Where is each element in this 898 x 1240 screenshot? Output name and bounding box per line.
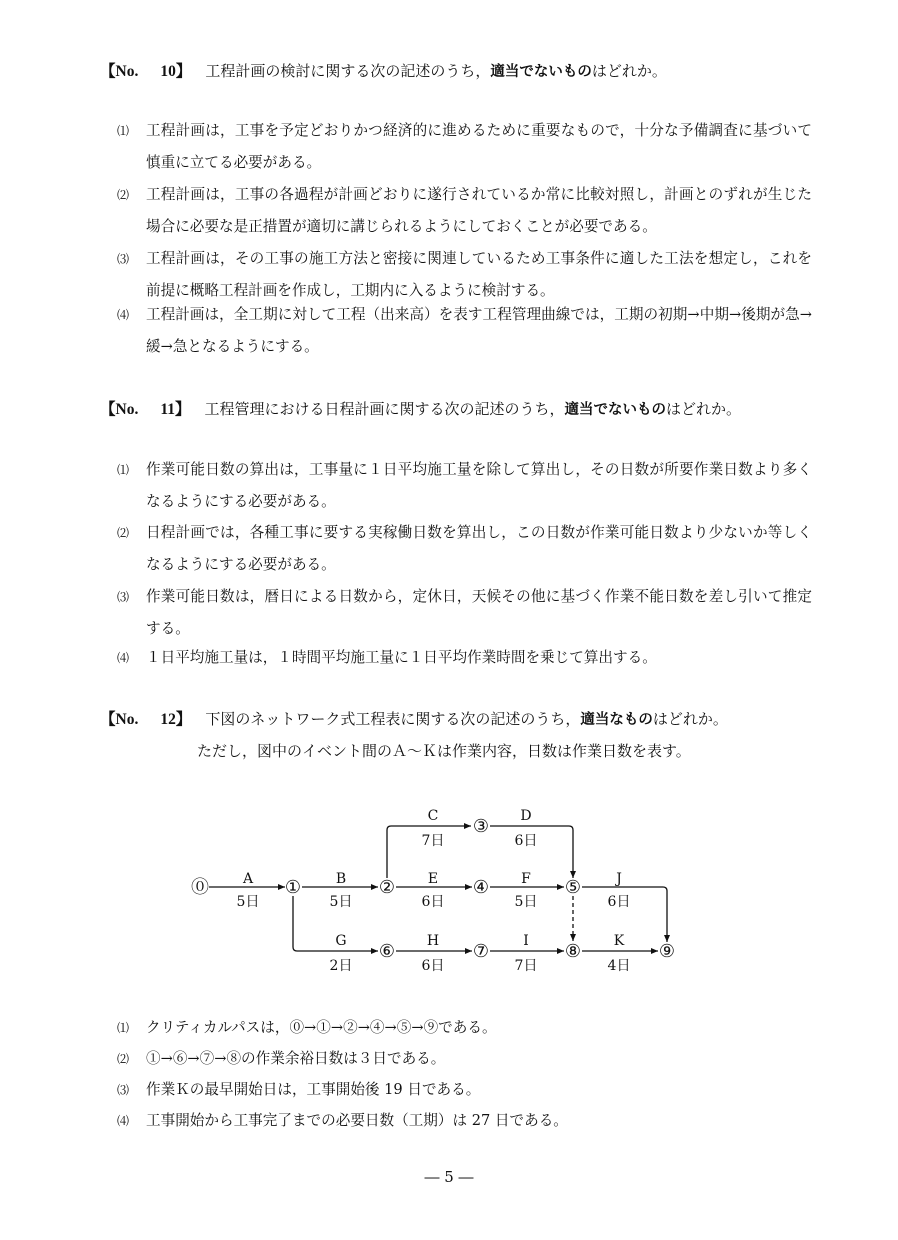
q12-option-1: ⑴ クリティカルパスは，⓪→①→②→④→⑤→⑨である。 xyxy=(117,1019,497,1036)
activity-K-name: K xyxy=(613,933,625,949)
node-5: ⑤ xyxy=(564,877,582,898)
activity-B-name: B xyxy=(335,871,347,887)
activity-A-name: A xyxy=(242,871,254,887)
activity-H-days: 6日 xyxy=(421,958,445,974)
q12-option-2: ⑵ ①→⑥→⑦→⑧の作業余裕日数は３日である。 xyxy=(117,1050,446,1067)
question-number: 【No. 12】 xyxy=(100,711,192,728)
activity-F-days: 5日 xyxy=(514,894,538,910)
activity-J-name: J xyxy=(616,871,622,887)
activity-D-days: 6日 xyxy=(514,833,538,849)
node-8: ⑧ xyxy=(564,941,582,962)
activity-A-days: 5日 xyxy=(236,894,260,910)
q10-option-4: ⑷ 工程計画は，全工期に対して工程（出来高）を表す工程管理曲線では，工期の初期→中期→後期が急→緩→急となるようにする。 xyxy=(117,306,812,355)
q11-option-2: ⑵ 日程計画では，各種工事に要する実稼働日数を算出し，この日数が作業可能日数より少ないか等しくなるようにする必要がある。 xyxy=(117,524,812,573)
activity-K-days: 4日 xyxy=(607,958,631,974)
question-10-header xyxy=(100,60,667,83)
question-number: 【No. 10】 xyxy=(100,63,192,80)
question-11-header xyxy=(100,398,741,421)
node-4: ④ xyxy=(472,877,490,898)
q12-option-3: ⑶ 作業Ｋの最早開始日は，工事開始後 19 日である。 xyxy=(117,1081,481,1098)
question-12-header xyxy=(100,708,728,731)
q10-option-3: ⑶ 工程計画は，その工事の施工方法と密接に関連しているため工事条件に適した工法を想定し，これを前提に概略工程計画を作成し，工期内に入るように検討する。 xyxy=(117,250,812,299)
q10-option-2: ⑵ 工程計画は，工事の各過程が計画どおりに遂行されているか常に比較対照し，計画とのずれが生じた場合に必要な是正措置が適切に講じられるようにしておくことが必要である。 xyxy=(117,186,812,235)
question-text: 工程管理における日程計画に関する次の記述のうち，適当でないものはどれか。 xyxy=(204,400,742,418)
q11-option-1: ⑴ 作業可能日数の算出は，工事量に１日平均施工量を除して算出し，その日数が所要作業日数より多くなるようにする必要がある。 xyxy=(117,461,812,510)
node-7: ⑦ xyxy=(472,941,490,962)
node-0: ⓪ xyxy=(191,877,209,898)
node-2: ② xyxy=(378,877,396,898)
q11-option-3: ⑶ 作業可能日数は，暦日による日数から，定休日，天候その他に基づく作業不能日数を差し引いて推定する。 xyxy=(117,588,812,637)
activity-C-name: C xyxy=(427,808,439,824)
node-9: ⑨ xyxy=(658,941,676,962)
activity-I-name: I xyxy=(523,933,529,949)
network-diagram xyxy=(0,790,898,990)
q12-option-4: ⑷ 工事開始から工事完了までの必要日数（工期）は 27 日である。 xyxy=(117,1112,568,1129)
activity-D-name: D xyxy=(520,808,532,824)
activity-J-days: 6日 xyxy=(607,894,631,910)
q11-option-4: ⑷ １日平均施工量は，１時間平均施工量に１日平均作業時間を乗じて算出する。 xyxy=(117,649,657,666)
activity-E-days: 6日 xyxy=(421,894,445,910)
q10-option-1: ⑴ 工程計画は，工事を予定どおりかつ経済的に進めるために重要なもので，十分な予備調査に基づいて慎重に立てる必要がある。 xyxy=(117,122,812,171)
activity-B-days: 5日 xyxy=(329,894,353,910)
question-note: ただし，図中のイベント間のＡ～Ｋは作業内容，日数は作業日数を表す。 xyxy=(197,742,691,760)
node-3: ③ xyxy=(472,816,490,837)
activity-E-name: E xyxy=(427,871,439,887)
activity-I-days: 7日 xyxy=(514,958,538,974)
activity-H-name: H xyxy=(426,933,440,949)
node-1: ① xyxy=(284,877,302,898)
page-number: ― 5 ― xyxy=(424,1168,474,1186)
question-number: 【No. 11】 xyxy=(100,401,191,418)
question-text: 下図のネットワーク式工程表に関する次の記述のうち，適当なものはどれか。 xyxy=(205,710,728,728)
activity-G-days: 2日 xyxy=(329,958,353,974)
node-6: ⑥ xyxy=(378,941,396,962)
question-text: 工程計画の検討に関する次の記述のうち，適当でないものはどれか。 xyxy=(205,62,667,80)
activity-F-name: F xyxy=(521,871,531,887)
activity-C-days: 7日 xyxy=(421,833,445,849)
activity-G-name: G xyxy=(335,933,347,949)
